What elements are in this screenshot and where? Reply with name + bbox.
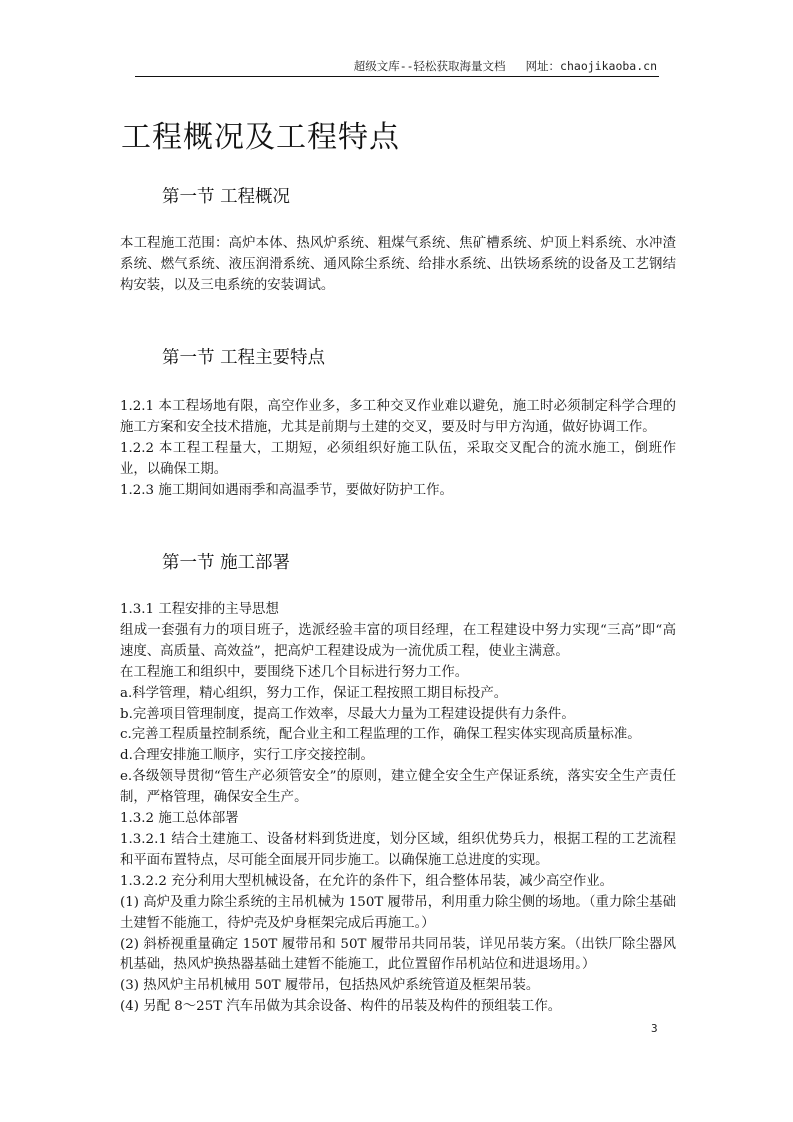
page-header	[135, 56, 659, 77]
paragraph: a.科学管理，精心组织，努力工作，保证工程按照工期目标投产。	[120, 685, 508, 701]
paragraph: 本工程施工范围：高炉本体、热风炉系统、粗煤气系统、焦矿槽系统、炉顶上料系统、水冲渣系统、燃气系统、液压润滑系统、通风除尘系统、给排水系统、出铁场系统的设备及工艺钢结构安装，以及三电系统的安装调试。	[120, 236, 676, 293]
section-heading-deployment: 第一节 施工部署	[162, 553, 291, 573]
section-body-features	[120, 397, 676, 502]
paragraph: 组成一套强有力的项目班子，选派经验丰富的项目经理，在工程建设中努力实现“三高”即“高速度、高质量、高效益”，把高炉工程建设成为一流优质工程，使业主满意。	[120, 622, 676, 659]
paragraph: c.完善工程质量控制系统，配合业主和工程监理的工作，确保工程实体实现高质量标准。	[120, 727, 641, 743]
page-number: 3	[651, 1022, 658, 1035]
header-site-text: 超级文库--轻松获取海量文档	[353, 59, 506, 73]
paragraph: (1) 高炉及重力除尘系统的主吊机械为 150T 履带吊，利用重力除尘侧的场地。（重力除尘基础土建暂不能施工，待炉壳及炉身框架完成后再施工。）	[120, 894, 676, 931]
paragraph: 1.3.2.1 结合土建施工、设备材料到货进度，划分区域，组织优势兵力，根据工程的工艺流程和平面布置特点，尽可能全面展开同步施工。以确保施工总进度的实现。	[120, 831, 676, 868]
paragraph: e.各级领导贯彻“管生产必须管安全”的原则，建立健全安全生产保证系统，落实安全生产责任制，严格管理，确保安全生产。	[120, 769, 676, 806]
section-body-overview	[120, 234, 676, 297]
paragraph: 1.2.2 本工程工程量大，工期短，必须组织好施工队伍，采取交叉配合的流水施工，倒班作业，以确保工期。	[120, 440, 676, 477]
paragraph: d.合理安排施工顺序，实行工序交接控制。	[120, 748, 374, 764]
header-url: 网址：chaojikaoba.cn	[525, 59, 657, 73]
paragraph: (4) 另配 8～25T 汽车吊做为其余设备、构件的吊装及构件的预组装工作。	[120, 999, 562, 1015]
paragraph: (2) 斜桥视重量确定 150T 履带吊和 50T 履带吊共同吊装，详见吊装方案。（出铁厂除尘器风机基础，热风炉换热器基础土建暂不能施工，此位置留作吊机站位和进退场用。）	[120, 936, 676, 973]
paragraph: 在工程施工和组织中，要围绕下述几个目标进行努力工作。	[120, 664, 469, 680]
section-body-deployment	[120, 600, 676, 1018]
section-heading-overview: 第一节 工程概况	[162, 187, 291, 207]
paragraph: (3) 热风炉主吊机械用 50T 履带吊，包括热风炉系统管道及框架吊装。	[120, 978, 540, 994]
paragraph: 1.3.1 工程安排的主导思想	[120, 602, 279, 617]
section-heading-features: 第一节 工程主要特点	[162, 348, 326, 368]
paragraph: 1.2.3 施工期间如遇雨季和高温季节，要做好防护工作。	[120, 482, 453, 498]
paragraph: 1.3.2.2 充分利用大型机械设备，在允许的条件下，组合整体吊装，减少高空作业。	[120, 873, 613, 889]
header-text	[354, 58, 657, 74]
paragraph: 1.2.1 本工程场地有限，高空作业多，多工种交叉作业难以避免，施工时必须制定科学合理的施工方案和安全技术措施，尤其是前期与土建的交叉，要及时与甲方沟通，做好协调工作。	[120, 399, 676, 435]
paragraph: 1.3.2 施工总体部署	[120, 811, 239, 827]
document-title: 工程概况及工程特点	[121, 120, 400, 155]
paragraph: b.完善项目管理制度，提高工作效率，尽最大力量为工程建设提供有力条件。	[120, 706, 575, 722]
